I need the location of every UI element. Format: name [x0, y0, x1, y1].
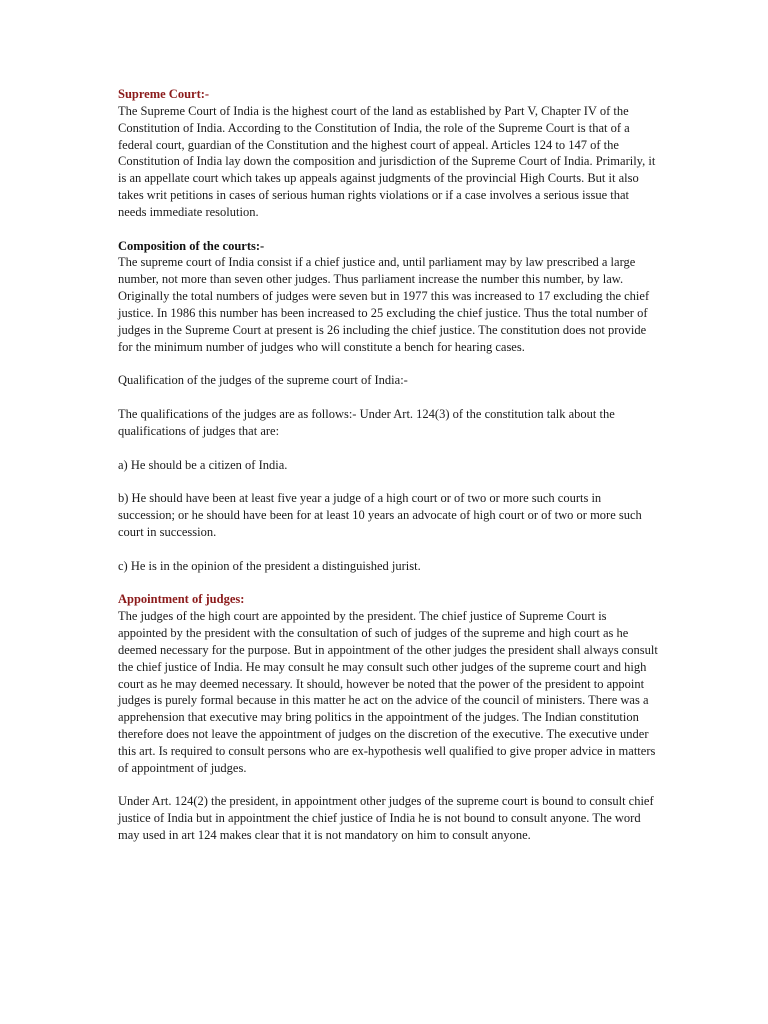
paragraph-gap — [118, 473, 658, 490]
section-heading-appointment: Appointment of judges: — [118, 592, 245, 607]
paragraph-gap — [118, 221, 658, 238]
paragraph-supreme-court: The Supreme Court of India is the highest court of the land as established by Part V, Chapter IV of the Constitution of India. According to the Constitution of India, the role of the Supreme Court is that of a federal court, guardian of the Constitution and the highest court of appeal. Articles 124 to 147 of the Constitution of India lay down the composition and jurisdiction of the Supreme Court of India. Primarily, it is an appellate court which takes up appeals against judgments of the provincial High Courts. But it also takes writ petitions in cases of serious human rights violations or if a case involves a serious issue that needs immediate resolution. — [118, 103, 656, 219]
qualification-item-c: c) He is in the opinion of the president a distinguished jurist. — [118, 558, 421, 573]
paragraph-qualification-intro: The qualifications of the judges are as follows:- Under Art. 124(3) of the constitution talk about the qualifications of judges that are: — [118, 407, 615, 438]
section-heading-composition: Composition of the courts:- — [118, 238, 265, 253]
qualification-item-a: a) He should be a citizen of India. — [118, 457, 288, 472]
paragraph-gap — [118, 574, 658, 591]
section-heading-supreme-court: Supreme Court:- — [118, 87, 210, 101]
paragraph-gap — [118, 389, 658, 406]
section-heading-qualification: Qualification of the judges of the supreme court of India:- — [118, 373, 408, 388]
paragraph-appointment: The judges of the high court are appointed by the president. The chief justice of Supreme Court is appointed by the president with the consultation of such of judges of the supreme and high court as he deemed necessary for the purpose. But in appointment of the other judges the president shall always consult the chief justice of India. He may consult he may consult such other judges of the supreme court and high court as he may deemed necessary. It should, however be noted that the power of the president to appoint judges is purely formal because in this matter he act on the advice of the council of ministers. There was a apprehension that executive may bring politics in the appointment of the judges. The Indian constitution therefore does not leave the appointment of judges on the discretion of the executive. The executive under this art. Is required to consult persons who are ex-hypothesis well qualified to give proper advice in matters of appointment of judges. — [118, 609, 658, 775]
paragraph-gap — [118, 356, 658, 373]
paragraph-composition: The supreme court of India consist if a chief justice and, until parliament may by law prescribed a large number, not more than seven other judges. Thus parliament increase the number this number, by law. Originally the total numbers of judges were seven but in 1977 this was increased to 17 excluding the chief justice. In 1986 this number has been increased to 25 excluding the chief justice. Thus the total number of judges in the Supreme Court at present is 26 including the chief justice. The constitution does not provide for the minimum number of judges who will constitute a bench for hearing cases. — [118, 255, 650, 354]
paragraph-gap — [118, 541, 658, 558]
qualification-item-b: b) He should have been at least five year a judge of a high court or of two or more such courts in succession; or he should have been for at least 10 years an advocate of high court or of two or more such court in succession. — [118, 491, 642, 539]
paragraph-gap — [118, 777, 658, 794]
document-page — [118, 86, 658, 844]
paragraph-appointment-2: Under Art. 124(2) the president, in appointment other judges of the supreme court is bound to consult chief justice of India but in appointment the chief justice of India he is not bound to consult anyone. The word may used in art 124 makes clear that it is not mandatory on him to consult anyone. — [118, 794, 654, 843]
paragraph-gap — [118, 440, 658, 457]
